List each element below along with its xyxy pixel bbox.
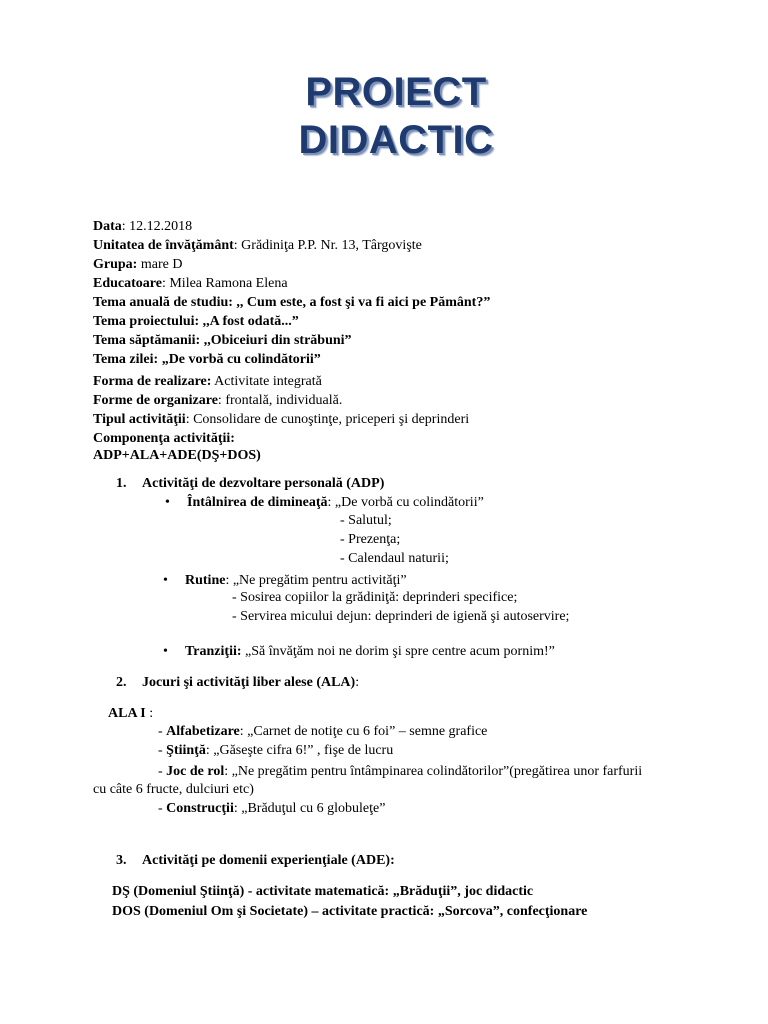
info-form: [93, 372, 322, 391]
info-value: ,,A fost odată...”: [202, 314, 299, 329]
ala-item: - Construcţii: „Brăduţul cu 6 globuleţe”: [158, 801, 386, 816]
ade-dos-line: DOS (Domeniul Om şi Societate) – activitate practică: „Sorcova”, confecţionare: [112, 904, 588, 919]
info-label: Componenţa activităţii:: [93, 431, 235, 446]
info-day-theme: [93, 350, 321, 369]
info-value: Grădiniţa P.P. Nr. 13, Târgovişte: [241, 238, 422, 253]
info-value: Milea Ramona Elena: [169, 276, 288, 291]
info-unit: Unitatea de învăţământ: Grădiniţa P.P. Nr. 13, Târgovişte: [93, 238, 422, 253]
info-label: Forme de organizare: [93, 393, 218, 408]
bullet-morning-meeting: • Întâlnirea de dimineaţă: „De vorbă cu colindătorii”: [165, 495, 484, 510]
info-label: Unitatea de învăţământ: [93, 238, 234, 253]
info-group: [93, 255, 182, 274]
info-label: Educatoare: [93, 276, 162, 291]
info-annual-theme: [93, 293, 490, 312]
bullet-dot-icon: •: [163, 573, 168, 588]
ala-item: - Ştiinţă: „Găseşte cifra 6!” , fişe de lucru: [158, 743, 394, 758]
info-label: Forma de realizare:: [93, 374, 212, 389]
info-activity-type: Tipul activităţii: Consolidare de cunoştinţe, priceperi şi deprinderi: [93, 412, 470, 427]
info-value: Consolidare de cunoştinţe, priceperi şi deprinderi: [193, 412, 470, 427]
info-date: Data: 12.12.2018: [93, 219, 193, 234]
sub-item: - Prezenţa;: [340, 532, 401, 547]
ala-label: ALA I :: [108, 706, 154, 721]
sub-item: - Salutul;: [340, 513, 392, 528]
bullet-transitions: • Tranziţii: „Să învăţăm noi ne dorim şi spre centre acum pornim!”: [163, 644, 555, 659]
sub-item: - Sosirea copiilor la grădiniţă: deprinderi specifice;: [232, 590, 518, 605]
section3-heading: 3. Activităţi pe domenii experienţiale (ADE):: [116, 853, 395, 868]
ala-item-continuation: cu câte 6 fructe, dulciuri etc): [93, 782, 254, 797]
title-line-2: DIDACTIC: [298, 118, 494, 162]
section1-heading: 1. Activităţi de dezvoltare personală (ADP): [116, 476, 385, 491]
info-value: frontală, individuală.: [225, 393, 343, 408]
bullet-dot-icon: •: [165, 495, 170, 510]
info-label: Grupa:: [93, 257, 138, 272]
info-teacher: Educatoare: Milea Ramona Elena: [93, 276, 288, 291]
info-label: Tema anuală de studiu:: [93, 295, 233, 310]
info-label: Data: [93, 219, 122, 234]
info-week-theme: [93, 331, 352, 350]
ade-ds-line: DŞ (Domeniul Ştiinţă) - activitate matematică: „Brăduţii”, joc didactic: [112, 884, 534, 899]
info-value: mare D: [140, 257, 183, 272]
components-line: ADP+ALA+ADE(DŞ+DOS): [93, 448, 261, 463]
info-value: ,, Cum este, a fost şi va fi aici pe Pământ?”: [236, 295, 491, 310]
sub-item: - Servirea micului dejun: deprinderi de igienă şi autoservire;: [232, 609, 570, 624]
info-label: Tema zilei:: [93, 352, 159, 367]
ala-item: - Alfabetizare: „Carnet de notiţe cu 6 foi” – semne grafice: [158, 724, 488, 739]
bullet-dot-icon: •: [163, 644, 168, 659]
title-line-1: PROIECT: [305, 70, 487, 114]
info-label: Tema proiectului:: [93, 314, 200, 329]
info-value: „De vorbă cu colindătorii”: [161, 352, 321, 367]
sub-item: - Calendaul naturii;: [340, 551, 449, 566]
ala-item: - Joc de rol: „Ne pregătim pentru întâmpinarea colindătorilor”(pregătirea unor farfurii: [158, 764, 643, 779]
bullet-routines: • Rutine: „Ne pregătim pentru activităţi”: [163, 573, 407, 588]
info-value: Activitate integrată: [214, 374, 322, 389]
info-project-theme: [93, 312, 299, 331]
info-organization: Forme de organizare: frontală, individuală.: [93, 393, 343, 408]
info-value: 12.12.2018: [129, 219, 193, 234]
info-label: Tipul activităţii: [93, 412, 186, 427]
section2-heading: 2. Jocuri şi activităţi liber alese (ALA):: [116, 675, 360, 690]
info-label: Tema săptămanii:: [93, 333, 201, 348]
info-value: ,,Obiceiuri din străbuni”: [203, 333, 352, 348]
